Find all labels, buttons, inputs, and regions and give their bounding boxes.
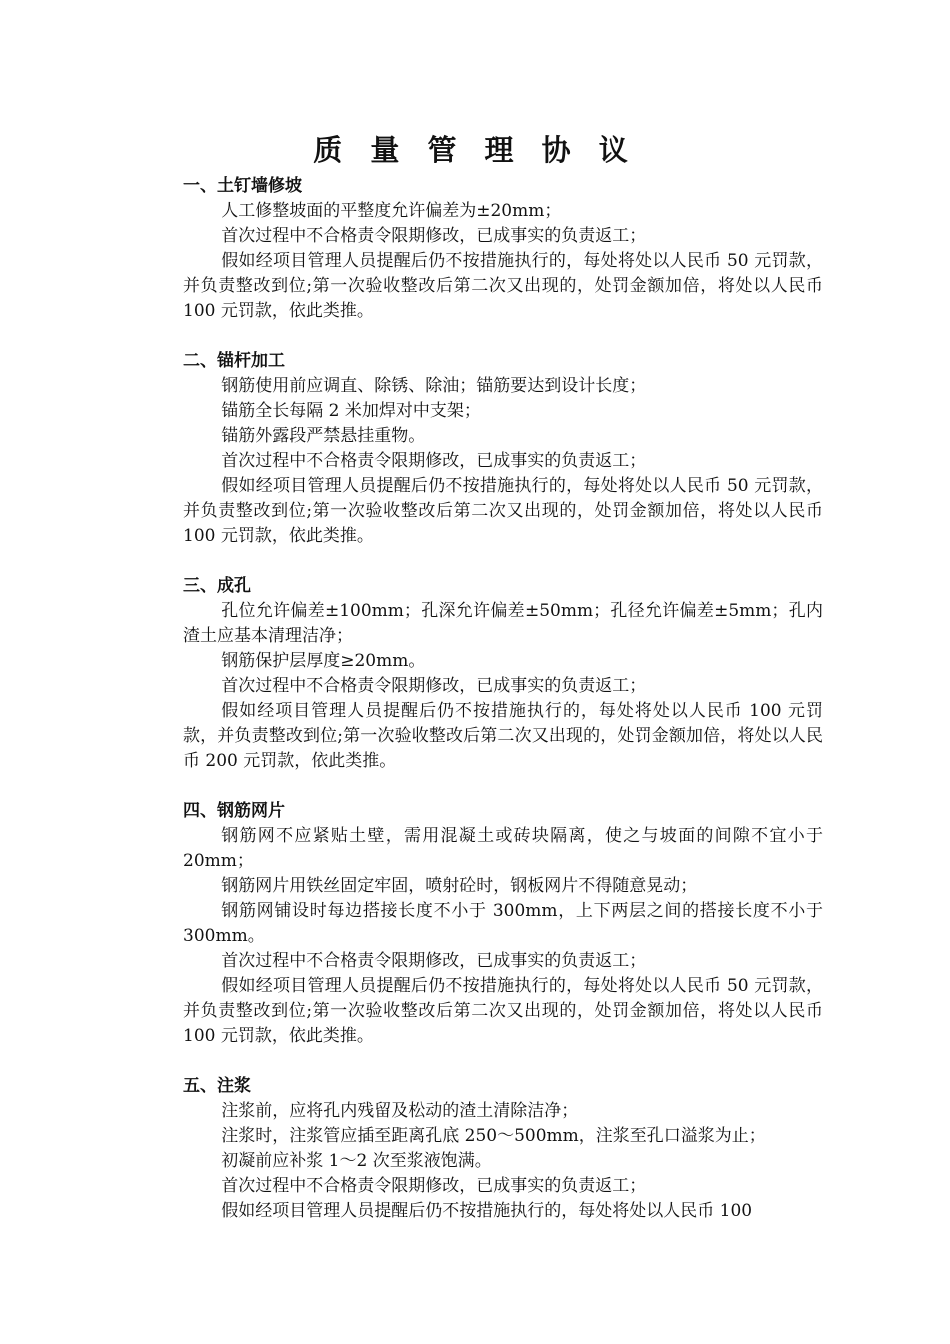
paragraph: 人工修整坡面的平整度允许偏差为±20mm； [221, 201, 562, 221]
section-heading: 四、钢筋网片 [183, 801, 285, 821]
section-grouting [183, 1074, 823, 1224]
section-hole-forming [183, 574, 823, 774]
section-heading: 二、锚杆加工 [183, 351, 285, 371]
section-heading: 三、成孔 [183, 576, 251, 596]
paragraph: 首次过程中不合格责令限期修改，已成事实的负责返工； [221, 1176, 647, 1196]
paragraph: 首次过程中不合格责令限期修改，已成事实的负责返工； [221, 951, 647, 971]
paragraph: 初凝前应补浆 1～2 次至浆液饱满。 [221, 1151, 492, 1171]
paragraph: 钢筋网不应紧贴土壁，需用混凝土或砖块隔离，使之与坡面的间隙不宜小于 20mm； [183, 826, 823, 871]
paragraph: 首次过程中不合格责令限期修改，已成事实的负责返工； [221, 451, 647, 471]
paragraph: 假如经项目管理人员提醒后仍不按措施执行的，每处将处以人民币 100 元罚款，并负责整改到位;第一次验收整改后第二次又出现的，处罚金额加倍，将处以人民币 200 元罚款，依此类推。 [183, 701, 823, 771]
section-heading: 一、土钉墙修坡 [183, 176, 302, 196]
paragraph: 假如经项目管理人员提醒后仍不按措施执行的，每处将处以人民币 50 元罚款，并负责整改到位;第一次验收整改后第二次又出现的，处罚金额加倍，将处以人民币 100 元罚款，依此类推。 [183, 476, 823, 546]
section-steel-mesh [183, 799, 823, 1049]
paragraph: 假如经项目管理人员提醒后仍不按措施执行的，每处将处以人民币 100 [221, 1201, 753, 1221]
paragraph: 锚筋外露段严禁悬挂重物。 [221, 426, 426, 446]
section-anchor-processing [183, 349, 823, 549]
paragraph: 假如经项目管理人员提醒后仍不按措施执行的，每处将处以人民币 50 元罚款，并负责整改到位;第一次验收整改后第二次又出现的，处罚金额加倍，将处以人民币 100 元罚款，依此类推。 [183, 251, 823, 321]
document-body [183, 174, 823, 1249]
paragraph: 首次过程中不合格责令限期修改，已成事实的负责返工； [221, 226, 647, 246]
section-soil-nail-wall [183, 174, 823, 324]
paragraph: 钢筋使用前应调直、除锈、除油；锚筋要达到设计长度； [221, 376, 647, 396]
paragraph: 假如经项目管理人员提醒后仍不按措施执行的，每处将处以人民币 50 元罚款，并负责整改到位;第一次验收整改后第二次又出现的，处罚金额加倍，将处以人民币 100 元罚款，依此类推。 [183, 976, 823, 1046]
paragraph: 注浆前，应将孔内残留及松动的渣土清除洁净； [221, 1101, 579, 1121]
paragraph: 注浆时，注浆管应插至距离孔底 250～500mm，注浆至孔口溢浆为止； [221, 1126, 766, 1146]
section-heading: 五、注浆 [183, 1076, 251, 1096]
paragraph: 首次过程中不合格责令限期修改，已成事实的负责返工； [221, 676, 647, 696]
paragraph: 钢筋保护层厚度≥20mm。 [221, 651, 426, 671]
paragraph: 孔位允许偏差±100mm；孔深允许偏差±50mm；孔径允许偏差±5mm；孔内渣土应基本清理洁净； [183, 601, 823, 646]
document-title: 质 量 管 理 协 议 [313, 133, 637, 167]
paragraph: 锚筋全长每隔 2 米加焊对中支架； [221, 401, 481, 421]
paragraph: 钢筋网片用铁丝固定牢固，喷射砼时，钢板网片不得随意晃动； [221, 876, 698, 896]
paragraph: 钢筋网铺设时每边搭接长度不小于 300mm，上下两层之间的搭接长度不小于 300mm。 [183, 901, 823, 946]
